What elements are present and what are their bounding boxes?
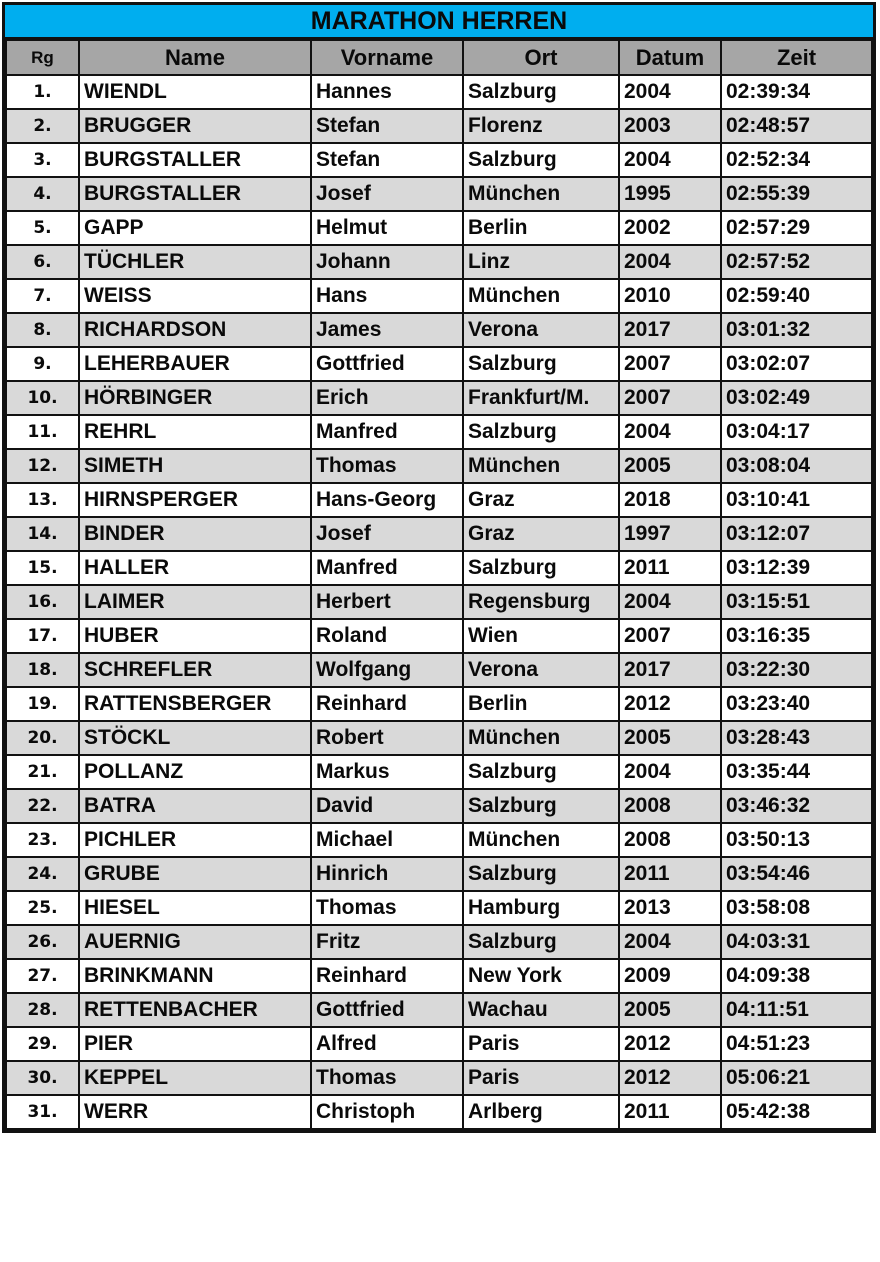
table-row [6,75,872,109]
name-cell: PICHLER [79,823,311,857]
rank-cell: 24. [6,857,79,891]
zeit-cell: 03:35:44 [721,755,872,789]
datum-cell: 2011 [619,1095,721,1129]
table-row [6,211,872,245]
name-cell: LAIMER [79,585,311,619]
vorname-cell: Johann [311,245,463,279]
datum-cell: 2004 [619,585,721,619]
name-cell: BINDER [79,517,311,551]
ort-cell: Salzburg [463,75,619,109]
datum-cell: 2018 [619,483,721,517]
name-cell: BURGSTALLER [79,177,311,211]
vorname-cell: Reinhard [311,959,463,993]
vorname-cell: Manfred [311,551,463,585]
zeit-cell: 03:58:08 [721,891,872,925]
zeit-cell: 03:04:17 [721,415,872,449]
rank-cell: 10. [6,381,79,415]
zeit-cell: 03:01:32 [721,313,872,347]
name-cell: SCHREFLER [79,653,311,687]
vorname-cell: Alfred [311,1027,463,1061]
datum-cell: 2004 [619,245,721,279]
zeit-cell: 03:28:43 [721,721,872,755]
column-header-name: Name [79,40,311,75]
zeit-cell: 03:12:39 [721,551,872,585]
zeit-cell: 03:54:46 [721,857,872,891]
name-cell: RETTENBACHER [79,993,311,1027]
vorname-cell: Fritz [311,925,463,959]
table-row [6,415,872,449]
vorname-cell: Robert [311,721,463,755]
rank-cell: 15. [6,551,79,585]
name-cell: RATTENSBERGER [79,687,311,721]
datum-cell: 2002 [619,211,721,245]
results-table [5,39,873,1130]
datum-cell: 2004 [619,925,721,959]
vorname-cell: Markus [311,755,463,789]
table-row [6,925,872,959]
name-cell: RICHARDSON [79,313,311,347]
table-row [6,823,872,857]
zeit-cell: 05:06:21 [721,1061,872,1095]
rank-cell: 20. [6,721,79,755]
vorname-cell: Thomas [311,1061,463,1095]
datum-cell: 2012 [619,1027,721,1061]
ort-cell: Frankfurt/M. [463,381,619,415]
ort-cell: München [463,823,619,857]
ort-cell: Graz [463,517,619,551]
ort-cell: Arlberg [463,1095,619,1129]
name-cell: WERR [79,1095,311,1129]
ort-cell: Linz [463,245,619,279]
column-header-ort: Ort [463,40,619,75]
datum-cell: 2003 [619,109,721,143]
vorname-cell: Herbert [311,585,463,619]
header-row [6,40,872,75]
vorname-cell: Manfred [311,415,463,449]
zeit-cell: 02:55:39 [721,177,872,211]
table-row [6,109,872,143]
name-cell: BURGSTALLER [79,143,311,177]
table-row [6,347,872,381]
name-cell: POLLANZ [79,755,311,789]
vorname-cell: Thomas [311,891,463,925]
table-row [6,245,872,279]
rank-cell: 26. [6,925,79,959]
datum-cell: 2008 [619,789,721,823]
rank-cell: 19. [6,687,79,721]
zeit-cell: 03:23:40 [721,687,872,721]
datum-cell: 2004 [619,75,721,109]
ort-cell: Berlin [463,687,619,721]
zeit-cell: 03:16:35 [721,619,872,653]
ort-cell: Wachau [463,993,619,1027]
rank-cell: 27. [6,959,79,993]
rank-cell: 5. [6,211,79,245]
rank-cell: 23. [6,823,79,857]
datum-cell: 2005 [619,721,721,755]
datum-cell: 2005 [619,993,721,1027]
datum-cell: 1995 [619,177,721,211]
rank-cell: 1. [6,75,79,109]
ort-cell: Salzburg [463,551,619,585]
vorname-cell: Hans [311,279,463,313]
ort-cell: Salzburg [463,857,619,891]
table-row [6,279,872,313]
name-cell: PIER [79,1027,311,1061]
ort-cell: Salzburg [463,415,619,449]
vorname-cell: Gottfried [311,347,463,381]
table-row [6,381,872,415]
table-row [6,1027,872,1061]
rank-cell: 22. [6,789,79,823]
ort-cell: Salzburg [463,789,619,823]
datum-cell: 2011 [619,551,721,585]
table-row [6,687,872,721]
table-row [6,449,872,483]
rank-cell: 7. [6,279,79,313]
name-cell: REHRL [79,415,311,449]
table-row [6,1095,872,1129]
table-row [6,789,872,823]
vorname-cell: Josef [311,177,463,211]
zeit-cell: 02:57:52 [721,245,872,279]
sheet-title: MARATHON HERREN [5,5,873,39]
name-cell: HIESEL [79,891,311,925]
table-row [6,653,872,687]
datum-cell: 2012 [619,1061,721,1095]
zeit-cell: 02:59:40 [721,279,872,313]
datum-cell: 2007 [619,381,721,415]
table-row [6,993,872,1027]
name-cell: HALLER [79,551,311,585]
rank-cell: 31. [6,1095,79,1129]
zeit-cell: 04:09:38 [721,959,872,993]
table-row [6,551,872,585]
ort-cell: Paris [463,1061,619,1095]
table-row [6,721,872,755]
rank-cell: 21. [6,755,79,789]
datum-cell: 2012 [619,687,721,721]
ort-cell: München [463,721,619,755]
rank-cell: 16. [6,585,79,619]
datum-cell: 2004 [619,143,721,177]
zeit-cell: 02:57:29 [721,211,872,245]
table-row [6,755,872,789]
datum-cell: 2008 [619,823,721,857]
datum-cell: 2009 [619,959,721,993]
zeit-cell: 04:11:51 [721,993,872,1027]
ort-cell: München [463,449,619,483]
ort-cell: Wien [463,619,619,653]
name-cell: AUERNIG [79,925,311,959]
name-cell: WIENDL [79,75,311,109]
rank-cell: 2. [6,109,79,143]
column-header-rank: Rg [6,40,79,75]
zeit-cell: 05:42:38 [721,1095,872,1129]
rank-cell: 3. [6,143,79,177]
datum-cell: 2004 [619,755,721,789]
vorname-cell: Gottfried [311,993,463,1027]
vorname-cell: Josef [311,517,463,551]
ort-cell: München [463,279,619,313]
ort-cell: München [463,177,619,211]
zeit-cell: 03:02:07 [721,347,872,381]
table-row [6,143,872,177]
name-cell: HÖRBINGER [79,381,311,415]
vorname-cell: James [311,313,463,347]
datum-cell: 1997 [619,517,721,551]
zeit-cell: 04:51:23 [721,1027,872,1061]
table-row [6,959,872,993]
name-cell: HIRNSPERGER [79,483,311,517]
table-row [6,313,872,347]
ort-cell: Verona [463,313,619,347]
rank-cell: 17. [6,619,79,653]
table-row [6,891,872,925]
vorname-cell: Stefan [311,143,463,177]
vorname-cell: Wolfgang [311,653,463,687]
name-cell: BRUGGER [79,109,311,143]
rank-cell: 9. [6,347,79,381]
vorname-cell: Roland [311,619,463,653]
name-cell: BATRA [79,789,311,823]
rank-cell: 14. [6,517,79,551]
vorname-cell: Christoph [311,1095,463,1129]
datum-cell: 2011 [619,857,721,891]
name-cell: TÜCHLER [79,245,311,279]
datum-cell: 2004 [619,415,721,449]
ort-cell: Regensburg [463,585,619,619]
zeit-cell: 03:02:49 [721,381,872,415]
datum-cell: 2017 [619,313,721,347]
zeit-cell: 04:03:31 [721,925,872,959]
vorname-cell: Erich [311,381,463,415]
rank-cell: 11. [6,415,79,449]
vorname-cell: Hinrich [311,857,463,891]
zeit-cell: 03:12:07 [721,517,872,551]
results-sheet [2,2,876,1133]
zeit-cell: 03:46:32 [721,789,872,823]
rank-cell: 29. [6,1027,79,1061]
zeit-cell: 03:15:51 [721,585,872,619]
table-row [6,483,872,517]
name-cell: WEISS [79,279,311,313]
name-cell: BRINKMANN [79,959,311,993]
table-row [6,857,872,891]
name-cell: KEPPEL [79,1061,311,1095]
table-row [6,517,872,551]
datum-cell: 2010 [619,279,721,313]
rank-cell: 28. [6,993,79,1027]
table-row [6,177,872,211]
zeit-cell: 02:48:57 [721,109,872,143]
name-cell: SIMETH [79,449,311,483]
ort-cell: Salzburg [463,925,619,959]
name-cell: LEHERBAUER [79,347,311,381]
ort-cell: Salzburg [463,143,619,177]
rank-cell: 8. [6,313,79,347]
column-header-vorname: Vorname [311,40,463,75]
datum-cell: 2007 [619,347,721,381]
vorname-cell: Hans-Georg [311,483,463,517]
name-cell: HUBER [79,619,311,653]
rank-cell: 6. [6,245,79,279]
table-row [6,619,872,653]
zeit-cell: 03:10:41 [721,483,872,517]
zeit-cell: 02:39:34 [721,75,872,109]
ort-cell: Paris [463,1027,619,1061]
rank-cell: 4. [6,177,79,211]
ort-cell: Berlin [463,211,619,245]
column-header-datum: Datum [619,40,721,75]
vorname-cell: Michael [311,823,463,857]
zeit-cell: 03:50:13 [721,823,872,857]
rank-cell: 25. [6,891,79,925]
name-cell: GAPP [79,211,311,245]
rank-cell: 13. [6,483,79,517]
table-row [6,585,872,619]
datum-cell: 2013 [619,891,721,925]
column-header-zeit: Zeit [721,40,872,75]
ort-cell: Salzburg [463,755,619,789]
ort-cell: Graz [463,483,619,517]
zeit-cell: 03:22:30 [721,653,872,687]
vorname-cell: Helmut [311,211,463,245]
rank-cell: 30. [6,1061,79,1095]
zeit-cell: 03:08:04 [721,449,872,483]
ort-cell: Salzburg [463,347,619,381]
ort-cell: Verona [463,653,619,687]
ort-cell: Hamburg [463,891,619,925]
table-row [6,1061,872,1095]
datum-cell: 2017 [619,653,721,687]
rank-cell: 12. [6,449,79,483]
ort-cell: New York [463,959,619,993]
rank-cell: 18. [6,653,79,687]
vorname-cell: Thomas [311,449,463,483]
vorname-cell: Reinhard [311,687,463,721]
results-body [6,75,872,1129]
vorname-cell: David [311,789,463,823]
datum-cell: 2005 [619,449,721,483]
name-cell: STÖCKL [79,721,311,755]
datum-cell: 2007 [619,619,721,653]
ort-cell: Florenz [463,109,619,143]
zeit-cell: 02:52:34 [721,143,872,177]
name-cell: GRUBE [79,857,311,891]
vorname-cell: Hannes [311,75,463,109]
vorname-cell: Stefan [311,109,463,143]
